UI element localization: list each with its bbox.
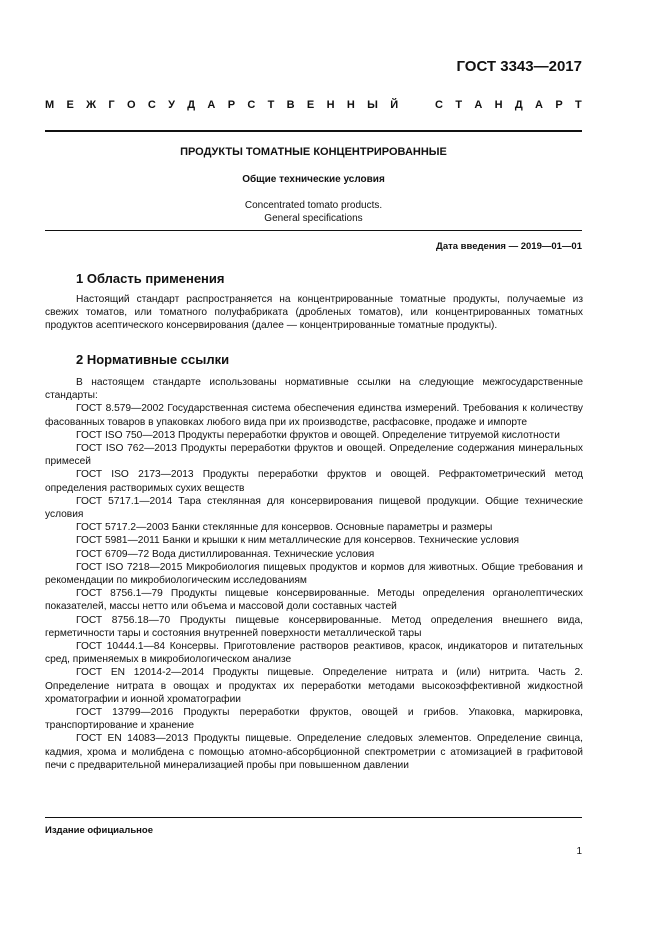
reference-paragraph: ГОСТ ISO 7218—2015 Микробиология пищевых продуктов и кормов для животных. Общие требования и рекомендации по микробиологическим исследованиям: [45, 561, 583, 587]
reference-paragraph: ГОСТ 10444.1—84 Консервы. Приготовление растворов реактивов, красок, индикаторов и питательных сред, применяемых в микробиологическом анализе: [45, 641, 583, 666]
banner-letter: А: [207, 99, 216, 111]
reference-paragraph: ГОСТ 5717.2—2003 Банки стеклянные для консервов. Основные параметры и размеры: [76, 522, 493, 534]
reference-paragraph: ГОСТ 8756.1—79 Продукты пищевые консервированные. Методы определения органолептических показателей, массы нетто или объема и массовой доли составных частей: [45, 588, 583, 613]
section-2-body: [45, 376, 583, 772]
banner-letter: Т: [267, 99, 275, 111]
section-2-heading: 2 Нормативные ссылки: [76, 352, 230, 367]
banner-letter: Р: [555, 99, 563, 111]
document-subtitle: Общие технические условия: [242, 174, 385, 185]
banner-letter: Г: [108, 99, 115, 111]
banner-letter: Е: [66, 99, 74, 111]
banner-letter: Д: [187, 99, 196, 111]
title-rule: [45, 230, 582, 231]
english-title-line-2: General specifications: [264, 213, 363, 224]
reference-paragraph: ГОСТ 8756.18—70 Продукты пищевые консервированные. Метод определения внешнего вида, герметичности тары и состояния внутренней поверхности металлической тары: [45, 614, 583, 639]
reference-paragraph: В настоящем стандарте использованы нормативные ссылки на следующие межгосударственные стандарты:: [45, 377, 583, 402]
banner-letter: Н: [346, 99, 355, 111]
page-number: 1: [576, 846, 582, 857]
introduction-date: Дата введения — 2019—01—01: [436, 241, 582, 252]
reference-paragraph: ГОСТ 8.579—2002 Государственная система обеспечения единства измерений. Требования к количеству фасованных товаров в упаковках любого вида при их производстве, расфасовке, продаже и импорте: [45, 403, 583, 428]
banner-letter: О: [126, 99, 136, 111]
banner-letter: А: [535, 99, 543, 111]
official-edition-note: Издание официальное: [45, 825, 153, 836]
footer-rule: [45, 817, 582, 818]
document-code: ГОСТ 3343—2017: [456, 58, 582, 75]
banner-letter: У: [168, 99, 175, 111]
document-title: ПРОДУКТЫ ТОМАТНЫЕ КОНЦЕНТРИРОВАННЫЕ: [180, 146, 447, 158]
english-title: [45, 199, 582, 225]
banner-letter: Ы: [367, 99, 378, 111]
section-1-heading: 1 Область применения: [76, 271, 225, 286]
banner-letter: Е: [306, 99, 315, 111]
reference-paragraph: ГОСТ EN 12014-2—2014 Продукты пищевые. Определение нитрата и (или) нитрита. Часть 2. Определение нитрата в овощах и продуктах их переработки методами высокоэффективной жидкостной хроматографии и ионной хроматографии: [45, 667, 583, 705]
reference-paragraph: ГОСТ 5981—2011 Банки и крышки к ним металлические для консервов. Технические условия: [76, 535, 520, 547]
reference-paragraph: ГОСТ ISO 750—2013 Продукты переработки фруктов и овощей. Определение титруемой кислотности: [76, 429, 560, 441]
reference-paragraph: ГОСТ 13799—2016 Продукты переработки фруктов, овощей и грибов. Упаковка, маркировка, транспортирование и хранение: [45, 707, 583, 732]
reference-paragraph: ГОСТ ISO 2173—2013 Продукты переработки фруктов и овощей. Рефрактометрический метод определения растворимых сухих веществ: [45, 469, 583, 494]
section-1-body: [45, 293, 583, 333]
banner-letter: Н: [326, 99, 335, 111]
banner-letter: Р: [227, 99, 236, 111]
banner-letter: В: [286, 99, 295, 111]
banner-letter: С: [435, 99, 443, 111]
banner-letter: Й: [390, 99, 399, 111]
banner-letter: Т: [455, 99, 463, 111]
interstate-standard-banner: [45, 99, 582, 111]
banner-letter: С: [247, 99, 256, 111]
reference-paragraph: ГОСТ 5717.1—2014 Тара стеклянная для консервирования пищевой продукции. Общие технические условия: [45, 495, 583, 521]
banner-letter: Ж: [86, 99, 97, 111]
banner-letter: Н: [494, 99, 503, 111]
section-1-paragraph: Настоящий стандарт распространяется на концентрированные томатные продукты, получаемые из свежих томатов, или томатного полуфабриката (дробленых томатов), или концентрированных томатных продуктов асептического консервирования (далее — концентрированные томатные продукты).: [45, 294, 583, 332]
banner-letter: Д: [514, 99, 523, 111]
reference-paragraph: ГОСТ EN 14083—2013 Продукты пищевые. Определение следовых элементов. Определение свинца, кадмия, хрома и молибдена с помощью атомно-абсорбционной спектрометрии с атомизацией в графитовой печи с предварительной минерализацией пробы при повышенном давлении: [45, 733, 583, 771]
reference-paragraph: ГОСТ 6709—72 Вода дистиллированная. Технические условия: [76, 548, 375, 560]
banner-letter: А: [474, 99, 483, 111]
reference-paragraph: ГОСТ ISO 762—2013 Продукты переработки фруктов и овощей. Определение содержания минеральных примесей: [45, 443, 583, 468]
banner-letter: М: [45, 99, 55, 111]
english-title-line-1: Concentrated tomato products.: [244, 200, 383, 211]
banner-letter: С: [147, 99, 156, 111]
banner-letter: Т: [574, 99, 582, 111]
header-rule: [45, 130, 582, 132]
